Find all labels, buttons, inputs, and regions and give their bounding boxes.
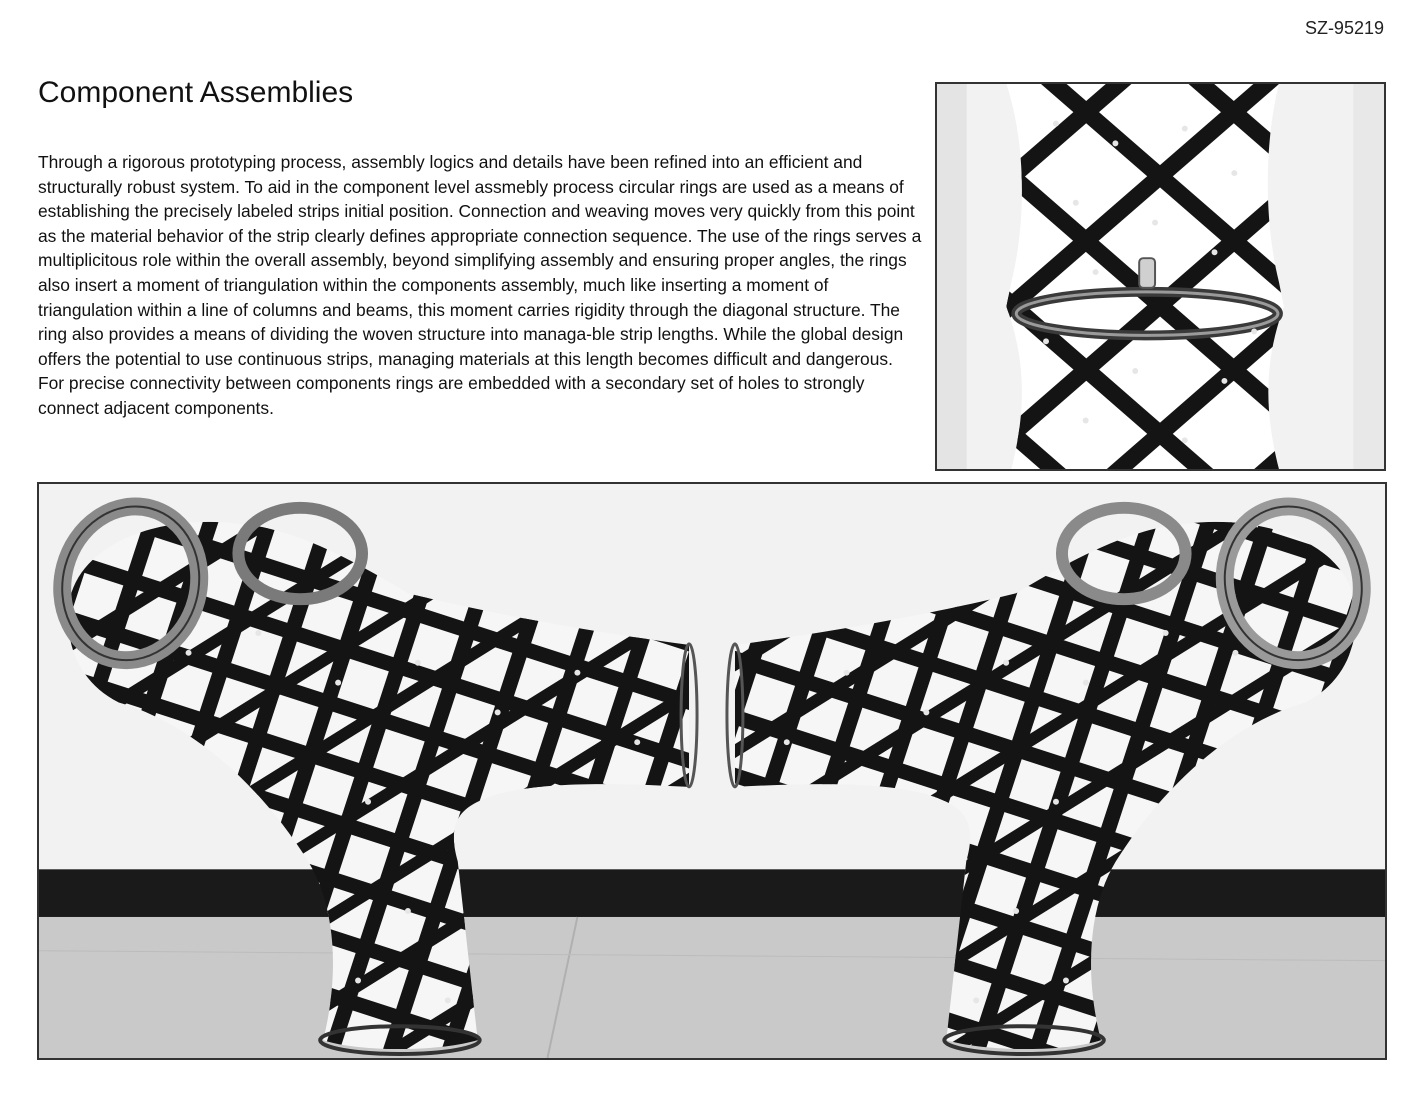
components-photo-graphic xyxy=(39,484,1385,1058)
column-photo-graphic xyxy=(937,84,1384,469)
baseboard xyxy=(39,869,1385,917)
column-photo xyxy=(935,82,1386,471)
floor xyxy=(39,917,1385,1058)
body-paragraph: Through a rigorous prototyping process, assembly logics and details have been refined into an efficient and structurally robust system. To aid in the component level assmebly process circular rings are used as a means of establishing the precisely labeled strips initial position. Connection and weaving moves very quickly from this point as the material behavior of the strip clearly defines appropriate connection sequence. The use of the rings serves a multiplicitous role within the overall assembly, beyond simplifying assembly and ensuring proper angles, the rings also insert a moment of triangulation within the components assembly, much like inserting a moment of triangulation within a line of columns and beams, this moment carries rigidity through the diagonal structure. The ring also provides a means of dividing the woven structure into managa-ble strip lengths. While the global design offers the potential to use continuous strips, managing materials at this length becomes difficult and dangerous. For precise connectivity between components rings are embedded with a secondary set of holes to strongly connect adjacent components. xyxy=(38,152,922,418)
components-photo xyxy=(37,482,1387,1060)
page-title: Component Assemblies xyxy=(38,76,354,109)
document-id: SZ-95219 xyxy=(1304,18,1384,38)
